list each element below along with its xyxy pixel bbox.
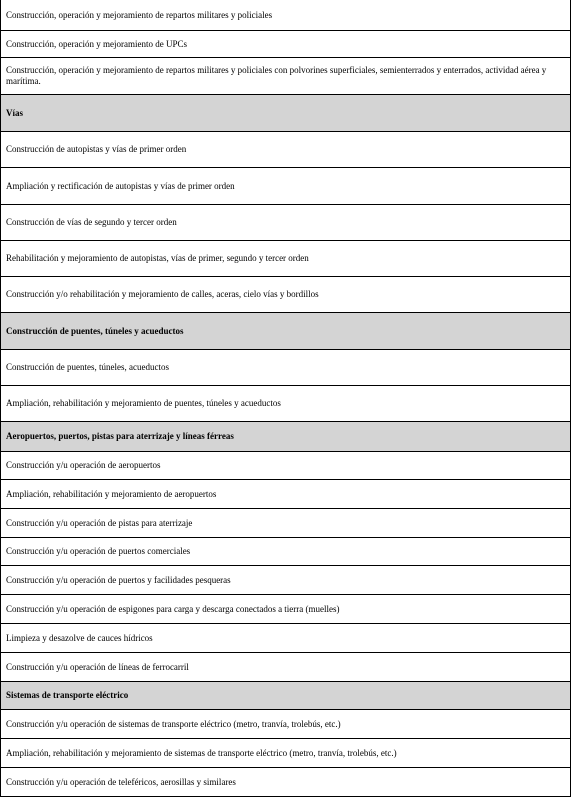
table-row [1, 537, 570, 565]
table-row [1, 479, 570, 508]
activity-label: Construcción de puentes, túneles, acueductos [6, 362, 169, 372]
table-row [1, 385, 570, 421]
section-header-row [1, 681, 570, 709]
activity-label: Construcción y/u operación de sistemas de transporte eléctrico (metro, tranvía, trolebús, etc.) [6, 718, 341, 729]
section-header-label: Vías [6, 107, 24, 118]
activity-label: Ampliación, rehabilitación y mejoramiento de sistemas de transporte eléctrico (metro, tranvía, trolebús, etc.) [6, 747, 397, 758]
section-header-label: Sistemas de transporte eléctrico [6, 690, 129, 700]
table-row [1, 767, 570, 797]
table-row [1, 0, 570, 30]
activity-label: Construcción, operación y mejoramiento de repartos militares y policiales con polvorines superficiales, semienterrados y enterrados, actividad aérea y marítima. [6, 65, 547, 86]
section-header-label: Construcción de puentes, túneles y acueductos [6, 325, 184, 336]
activity-label: Construcción, operación y mejoramiento de UPCs [6, 38, 187, 49]
activity-label: Construcción y/u operación de espigones para carga y descarga conectados a tierra (muelles) [6, 603, 340, 614]
table-row [1, 709, 570, 738]
activity-label: Construcción y/o rehabilitación y mejoramiento de calles, aceras, cielo vías y bordillos [6, 289, 319, 299]
table-row [1, 204, 570, 240]
section-header-row [1, 312, 570, 349]
activity-label: Construcción y/u operación de pistas para aterrizaje [6, 517, 193, 528]
activity-label: Construcción y/u operación de aeropuertos [6, 460, 161, 470]
table-row [1, 451, 570, 479]
table-row [1, 594, 570, 623]
table-row [1, 131, 570, 167]
table-row [1, 30, 570, 57]
section-header-row [1, 94, 570, 131]
table-row [1, 565, 570, 594]
table-row [1, 276, 570, 312]
table-row [1, 652, 570, 681]
activity-label: Construcción y/u operación de puertos comerciales [6, 546, 191, 556]
activity-label: Construcción y/u operación de teleféricos, aerosillas y similares [6, 777, 236, 787]
activity-label: Ampliación, rehabilitación y mejoramiento de aeropuertos [6, 488, 217, 499]
activity-label: Construcción de vías de segundo y tercer orden [6, 217, 177, 227]
table-row [1, 240, 570, 276]
activity-label: Ampliación y rectificación de autopistas y vías de primer orden [6, 180, 235, 191]
activity-label: Construcción y/u operación de líneas de ferrocarril [6, 661, 189, 672]
table-row [1, 349, 570, 385]
activity-label: Limpieza y desazolve de cauces hídricos [6, 632, 153, 643]
table-row [1, 738, 570, 767]
activity-label: Rehabilitación y mejoramiento de autopistas, vías de primer, segundo y tercer orden [6, 253, 309, 263]
activity-label: Construcción de autopistas y vías de primer orden [6, 144, 187, 154]
table-row [1, 508, 570, 537]
section-header-label: Aeropuertos, puertos, pistas para aterrizaje y líneas férreas [6, 431, 234, 441]
table-row [1, 57, 570, 94]
table-row [1, 167, 570, 204]
table-row [1, 623, 570, 652]
activity-label: Construcción y/u operación de puertos y facilidades pesqueras [6, 574, 231, 585]
activity-label: Construcción, operación y mejoramiento de repartos militares y policiales [6, 9, 273, 20]
section-header-row [1, 421, 570, 451]
activity-label: Ampliación, rehabilitación y mejoramiento de puentes, túneles y acueductos [6, 398, 281, 408]
